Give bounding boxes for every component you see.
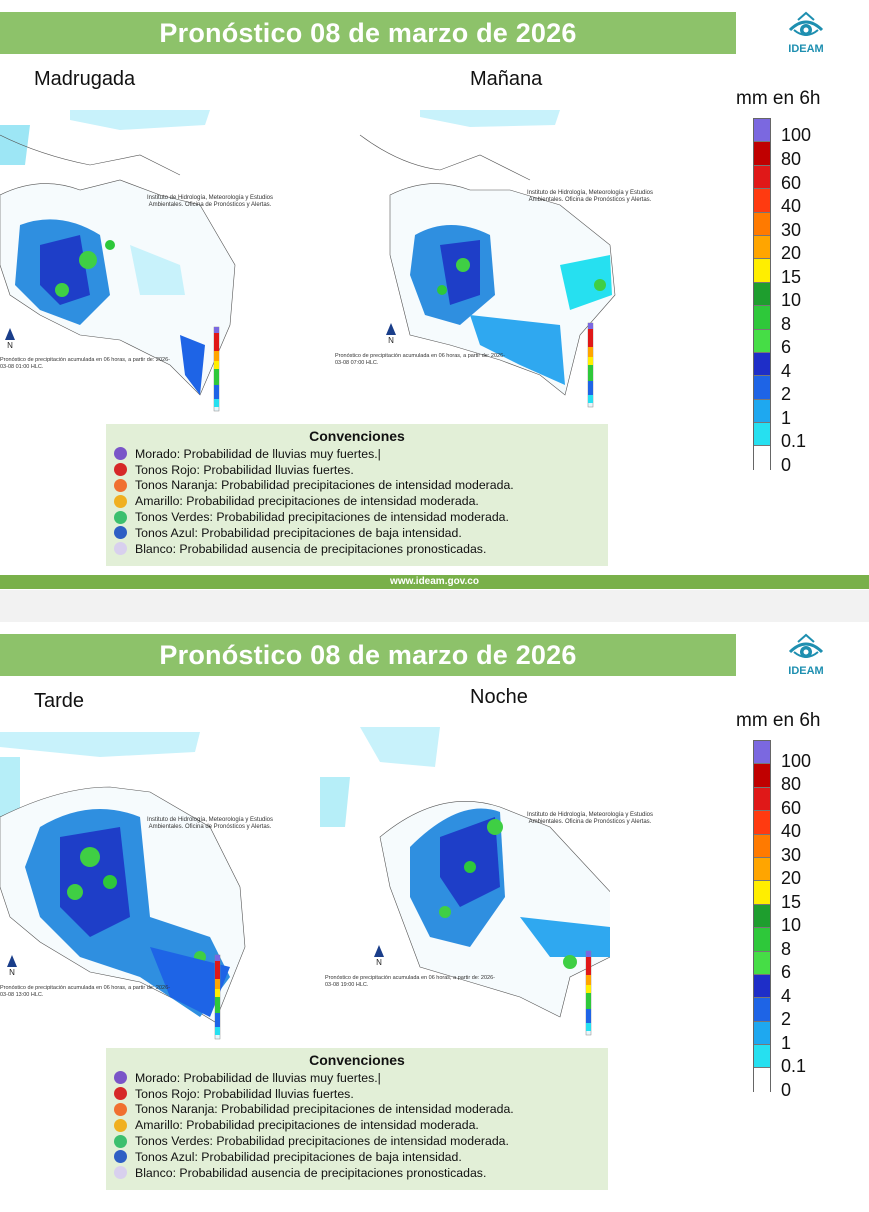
colorbar-swatch [754, 353, 770, 376]
ideam-eye-icon [776, 10, 836, 44]
colorbar-tick: 1 [781, 1033, 792, 1053]
colorbar-title: mm en 6h [736, 88, 821, 109]
colorbar-tick: 100 [781, 751, 812, 771]
colorbar-tick: 30 [781, 845, 802, 865]
colorbar-tick: 15 [781, 267, 802, 287]
colorbar-tick: 60 [781, 798, 802, 818]
yellow-dot-icon [114, 1119, 127, 1132]
colorbar-swatch [754, 119, 770, 142]
mini-colorbar [576, 949, 600, 1037]
institution-note: Instituto de Hidrología, Meteorología y Estudios Ambientales. Oficina de Pronósticos y Alertas. [526, 812, 654, 825]
precip-map-tarde [0, 717, 290, 1042]
colorbar-tick: 0 [781, 455, 792, 475]
map-graphic [320, 717, 610, 1042]
period-label-tarde: Tarde [34, 690, 85, 712]
white-dot-icon [114, 1166, 127, 1179]
colorbar-tick: 6 [781, 337, 792, 357]
convention-item: Tonos Azul: Probabilidad precipitaciones de baja intensidad. [106, 525, 608, 541]
map-graphic [0, 95, 290, 420]
colorbar-swatch [754, 975, 770, 998]
colorbar-swatch [754, 423, 770, 446]
white-dot-icon [114, 542, 127, 555]
convention-item: Amarillo: Probabilidad precipitaciones de intensidad moderada. [106, 493, 608, 509]
colorbar-swatch [754, 811, 770, 834]
orange-dot-icon [114, 1103, 127, 1116]
colorbar-tick: 0 [781, 1080, 792, 1100]
blue-dot-icon [114, 526, 127, 539]
precip-map-noche [320, 717, 654, 1042]
colorbar-swatch [754, 330, 770, 353]
colorbar-swatch [754, 952, 770, 975]
colorbar-swatch [754, 259, 770, 282]
colorbar-swatch [754, 764, 770, 787]
yellow-dot-icon [114, 495, 127, 508]
convention-item: Blanco: Probabilidad ausencia de precipitaciones pronosticadas. [106, 1165, 608, 1181]
colorbar-swatch [754, 306, 770, 329]
colorbar-tick: 10 [781, 915, 802, 935]
mini-colorbar [205, 953, 229, 1041]
convention-item: Morado: Probabilidad de lluvias muy fuertes.| [106, 1070, 608, 1086]
colorbar-swatch [754, 998, 770, 1021]
institution-note: Instituto de Hidrología, Meteorología y Estudios Ambientales. Oficina de Pronósticos y Alertas. [526, 190, 654, 203]
precip-map-madrugada [0, 95, 290, 420]
ideam-logo-text: IDEAM [788, 665, 824, 677]
colorbar-tick: 10 [781, 290, 802, 310]
north-arrow-icon: N [372, 945, 386, 967]
ideam-eye-icon [776, 632, 836, 666]
colorbar-swatch [754, 400, 770, 423]
colorbar-tick: 20 [781, 243, 802, 263]
colorbar-tick: 80 [781, 149, 802, 169]
mini-colorbar [578, 321, 602, 409]
colorbar-swatch [754, 142, 770, 165]
forecast-panel-2 [0, 622, 869, 1212]
panel-separator [0, 590, 869, 622]
ideam-logo-text: IDEAM [788, 43, 824, 55]
red-dot-icon [114, 463, 127, 476]
period-label-manana: Mañana [470, 68, 543, 90]
colorbar-swatch [754, 236, 770, 259]
blue-dot-icon [114, 1150, 127, 1163]
forecast-panel-1 [0, 0, 869, 590]
colorbar-swatch [754, 858, 770, 881]
colorbar-swatch [754, 1068, 770, 1091]
colorbar-tick: 2 [781, 384, 792, 404]
convention-item: Tonos Rojo: Probabilidad lluvias fuertes. [106, 1086, 608, 1102]
conventions-box [106, 424, 608, 566]
colorbar-tick: 8 [781, 939, 792, 959]
colorbar-tick: 8 [781, 314, 792, 334]
period-label-madrugada: Madrugada [34, 68, 136, 90]
conventions-title: Convenciones [309, 428, 405, 444]
colorbar-tick: 6 [781, 962, 792, 982]
colorbar-swatch [754, 376, 770, 399]
colorbar-tick: 60 [781, 173, 802, 193]
colorbar-swatch [754, 788, 770, 811]
colorbar-swatch [754, 928, 770, 951]
convention-item: Amarillo: Probabilidad precipitaciones de intensidad moderada. [106, 1117, 608, 1133]
colorbar-swatch [754, 283, 770, 306]
convention-item: Tonos Rojo: Probabilidad lluvias fuertes. [106, 462, 608, 478]
colorbar-tick: 100 [781, 125, 812, 145]
institution-note: Instituto de Hidrología, Meteorología y Estudios Ambientales. Oficina de Pronósticos y Alertas. [146, 817, 274, 830]
colorbar-tick: 2 [781, 1009, 792, 1029]
forecast-title: Pronóstico 08 de marzo de 2026 [0, 12, 736, 54]
convention-item: Tonos Naranja: Probabilidad precipitaciones de intensidad moderada. [106, 1102, 608, 1118]
colorbar-title: mm en 6h [736, 710, 821, 731]
conventions-box [106, 1048, 608, 1190]
colorbar-swatch [754, 741, 770, 764]
north-arrow-icon: N [3, 328, 17, 350]
colorbar-swatch [754, 835, 770, 858]
map-graphic [330, 95, 620, 420]
convention-item: Tonos Azul: Probabilidad precipitaciones de baja intensidad. [106, 1149, 608, 1165]
colorbar-swatch [754, 1045, 770, 1068]
colorbar-swatch [754, 213, 770, 236]
mini-colorbar [204, 325, 228, 413]
orange-dot-icon [114, 479, 127, 492]
purple-dot-icon [114, 447, 127, 460]
green-dot-icon [114, 1135, 127, 1148]
ideam-logo [776, 632, 836, 684]
convention-item: Blanco: Probabilidad ausencia de precipitaciones pronosticadas. [106, 541, 608, 557]
map-caption: Pronóstico de precipitación acumulada en 06 horas, a partir de: 2026-03-08 01:00 HLC. [0, 357, 170, 370]
colorbar-tick: 40 [781, 196, 802, 216]
convention-item: Tonos Naranja: Probabilidad precipitaciones de intensidad moderada. [106, 478, 608, 494]
colorbar-swatch [754, 446, 770, 469]
north-arrow-icon: N [5, 955, 19, 977]
colorbar-tick: 20 [781, 868, 802, 888]
conventions-title: Convenciones [309, 1052, 405, 1068]
colorbar-tick: 30 [781, 220, 802, 240]
convention-item: Tonos Verdes: Probabilidad precipitaciones de intensidad moderada. [106, 1133, 608, 1149]
map-caption: Pronóstico de precipitación acumulada en 06 horas, a partir de: 2026-03-08 07:00 HLC. [335, 353, 505, 366]
colorbar [753, 118, 771, 470]
colorbar-tick: 1 [781, 408, 792, 428]
north-arrow-icon: N [384, 323, 398, 345]
colorbar-tick: 4 [781, 986, 792, 1006]
colorbar-tick: 4 [781, 361, 792, 381]
colorbar-tick: 80 [781, 774, 802, 794]
red-dot-icon [114, 1087, 127, 1100]
colorbar-tick: 0.1 [781, 1056, 807, 1076]
green-dot-icon [114, 511, 127, 524]
colorbar-tick: 40 [781, 821, 802, 841]
ideam-logo [776, 10, 836, 62]
precip-map-manana [330, 95, 654, 420]
colorbar [753, 740, 771, 1092]
forecast-title: Pronóstico 08 de marzo de 2026 [0, 634, 736, 676]
footer-url[interactable]: www.ideam.gov.co [0, 575, 869, 589]
colorbar-tick: 15 [781, 892, 802, 912]
convention-item: Morado: Probabilidad de lluvias muy fuertes.| [106, 446, 608, 462]
map-caption: Pronóstico de precipitación acumulada en 06 horas, a partir de: 2026-03-08 13:00 HLC. [0, 985, 170, 998]
purple-dot-icon [114, 1071, 127, 1084]
colorbar-tick: 0.1 [781, 431, 807, 451]
colorbar-swatch [754, 166, 770, 189]
map-caption: Pronóstico de precipitación acumulada en 06 horas, a partir de: 2026-03-08 19:00 HLC. [325, 975, 495, 988]
colorbar-swatch [754, 905, 770, 928]
period-label-noche: Noche [470, 686, 528, 708]
convention-item: Tonos Verdes: Probabilidad precipitaciones de intensidad moderada. [106, 509, 608, 525]
colorbar-swatch [754, 1022, 770, 1045]
institution-note: Instituto de Hidrología, Meteorología y Estudios Ambientales. Oficina de Pronósticos y Alertas. [146, 195, 274, 208]
colorbar-swatch [754, 189, 770, 212]
colorbar-swatch [754, 881, 770, 904]
